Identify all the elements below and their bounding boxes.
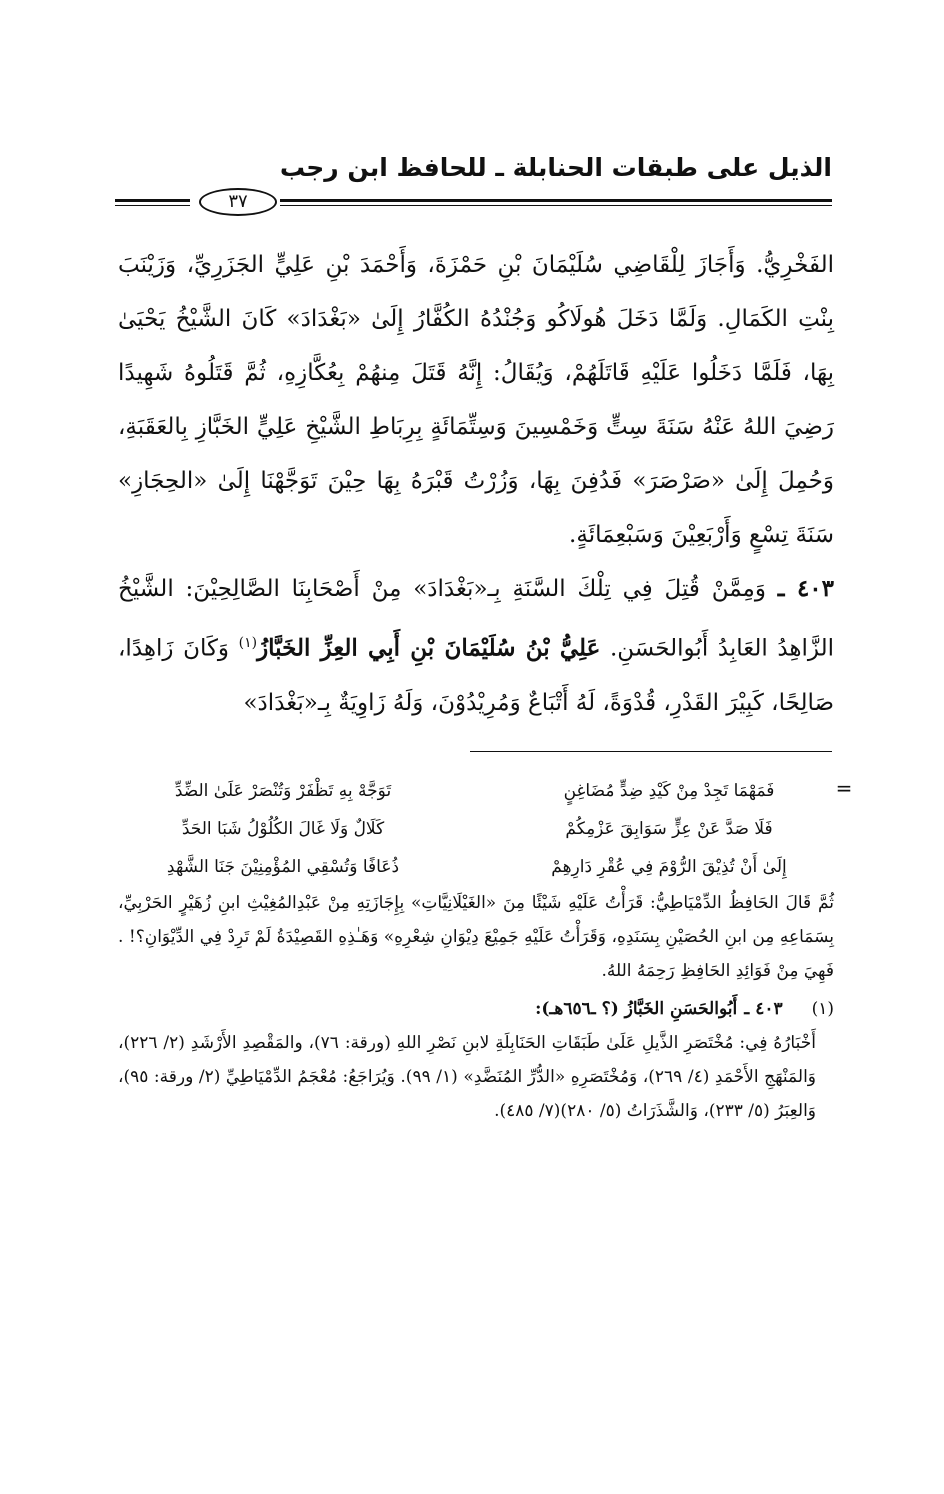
footnote-sources: أَخْبَارُهُ فِي: مُخْتَصَرِ الذَّيلِ عَلَىٰ طَبَقَاتِ الحَنَابِلَةِ لابنِ نَصْرِ اللهِ (ورقة: ٧٦)، والمَقْصِدِ الأَرْشَدِ (٢/ ٢٢٦)، وَالمَنْهَجِ الأَحْمَدِ (٤/ ٢٦٩)، وَمُخْتَصَرِهِ «الدُّرِّ المُنَضَّدِ» (١/ ٩٩). وَيُرَاجَعُ: مُعْجَمُ الدِّمْيَاطِيِّ (٢/ ورقة: ٩٥)، وَالعِبَرُ (٥/ ٢٣٣)، وَالشَّذَرَاتُ (٥/ ٢٨٠)(٧/ ٤٨٥). [118,1033,816,1121]
entry-number: ٤٠٣ ـ [777,575,835,602]
header-rule-thick-left [115,199,190,202]
poem-verse [118,848,834,886]
footnotes [118,772,834,1128]
header-rule-thin-left [115,205,190,206]
page-number: ٣٧ [199,188,277,216]
footnote-title: أَبُوالحَسَنِ الخَبَّازُ (؟ ـ٦٥٦هـ): [535,999,738,1019]
poem-verse [118,772,834,810]
paragraph-2-lead: وَمِمَّنْ قُتِلَ فِي تِلْكَ السَّنَةِ بِـ«بَغْدَادَ» مِنْ أَصْحَابِنَا الصَّالِحِيْنَ: الشَّيْخُ الزَّاهِدُ العَابِدُ أَبُوالحَسَنِ. [118,576,834,662]
verse-second-half: تَوَجَّهْ بِهِ تَظْفَرْ وَتُنْصَرْ عَلَىٰ الضِّدِّ [174,781,392,801]
header-rule-thick-right [280,199,832,202]
footnote-heading [118,992,834,1026]
verse-second-half: ذُعَافًا وَتُسْقِي المُؤْمِنِيْنَ جَنَا الشَّهْدِ [166,857,400,877]
footnote-separator [470,751,832,752]
footnote-marker: (١) [811,999,834,1019]
person-name: عَلِيُّ بْنُ سُلَيْمَانَ بْنِ أَبِي العِزِّ الخَبَّازُ [257,634,601,662]
footnote-reference: (١) [238,635,258,651]
paragraph-1: الفَخْرِيُّ. وَأَجَازَ لِلْقَاضِي سُلَيْمَانَ بْنِ حَمْزَةَ، وَأَحْمَدَ بْنِ عَلِيٍّ الجَزَرِيِّ، وَزَيْنَبَ بِنْتِ الكَمَالِ. وَلَمَّا دَخَلَ هُولَاكُو وَجُنْدُهُ الكُفَّارُ إِلَىٰ «بَغْدَادَ» كَانَ الشَّيْخُ يَحْيَىٰ بِهَا، فَلَمَّا دَخَلُوا عَلَيْهِ قَاتَلَهُمْ، وَيُقَالُ: إِنَّهُ قَتَلَ مِنهُمْ بِعُكَّازِهِ، ثُمَّ قَتَلُوهُ شَهِيدًا رَضِيَ اللهُ عَنْهُ سَنَةَ سِتٍّ وَخَمْسِينَ وَسِتِّمَائَةٍ بِرِبَاطِ الشَّيْخِ عَلِيٍّ الخَبَّازِ بِالعَقَبَةِ، وَحُمِلَ إِلَىٰ «صَرْصَرَ» فَدُفِنَ بِهَا، وَزُرْتُ قَبْرَهُ بِهَا حِيْنَ تَوَجَّهْنَا إِلَىٰ «الحِجَازِ» سَنَةَ تِسْعٍ وَأَرْبَعِيْنَ وَسَبْعِمَائَةٍ. [118,252,834,548]
poem-verse [118,810,834,848]
running-title: الذيل على طبقات الحنابلة ـ للحافظ ابن رجب [279,153,832,182]
continuation-mark: = [835,776,853,800]
header-rule [115,188,832,218]
verse-first-half: فَلَا صَدَّ عَنْ عِزٍّ سَوَابِقَ عَزْمِكُمْ [565,819,773,839]
main-text [118,238,834,730]
verse-first-half: فَمَهْمَا تَجِدْ مِنْ كَيْدِ ضِدٍّ مُضَاغِنٍ [563,781,775,801]
paragraph-2 [118,562,834,730]
footnote-entry-number: ٤٠٣ ـ [744,999,783,1019]
paragraph-2-rest: وَكَانَ زَاهِدًا، صَالِحًا، كَبِيْرَ القَدْرِ، قُدْوَةً، لَهُ أَتْبَاعٌ وَمُرِيْدُوْنَ، وَلَهُ زَاوِيَةٌ بِـ«بَغْدَادَ» [118,635,834,716]
verse-second-half: كَلَالٌ وَلَا غَالَ الكُلُوْلُ شَبَا الحَدِّ [181,819,385,839]
verse-first-half: إِلَىٰ أَنْ تُذِيْقَ الرُّوْمَ فِي عُقْرِ دَارِهِمْ [551,857,787,877]
footnote-continuation: ثُمَّ قَالَ الحَافِظُ الدِّمْيَاطِيُّ: قَرَأْتُ عَلَيْهِ شَيْئًا مِنَ «الغَيْلَانِيَّاتِ» بِإِجَازَتِهِ مِنْ عَبْدِالمُغِيْثِ ابنِ زُهَيْرٍ الحَرْبِيِّ، بِسَمَاعِهِ مِن ابنِ الحُصَيْنِ بِسَنَدِهِ، وَقَرَأْتُ عَلَيْهِ جَمِيْعَ دِيْوَانِ شِعْرِهِ» وَهَـٰذِهِ القَصِيْدَةُ لَمْ تَرِدْ فِي الدِّيْوَانِ؟! . فَهِيَ مِنْ فَوَائِدِ الحَافِظِ رَحِمَهُ اللهُ. [118,893,834,981]
header-rule-thin-right [280,205,832,206]
